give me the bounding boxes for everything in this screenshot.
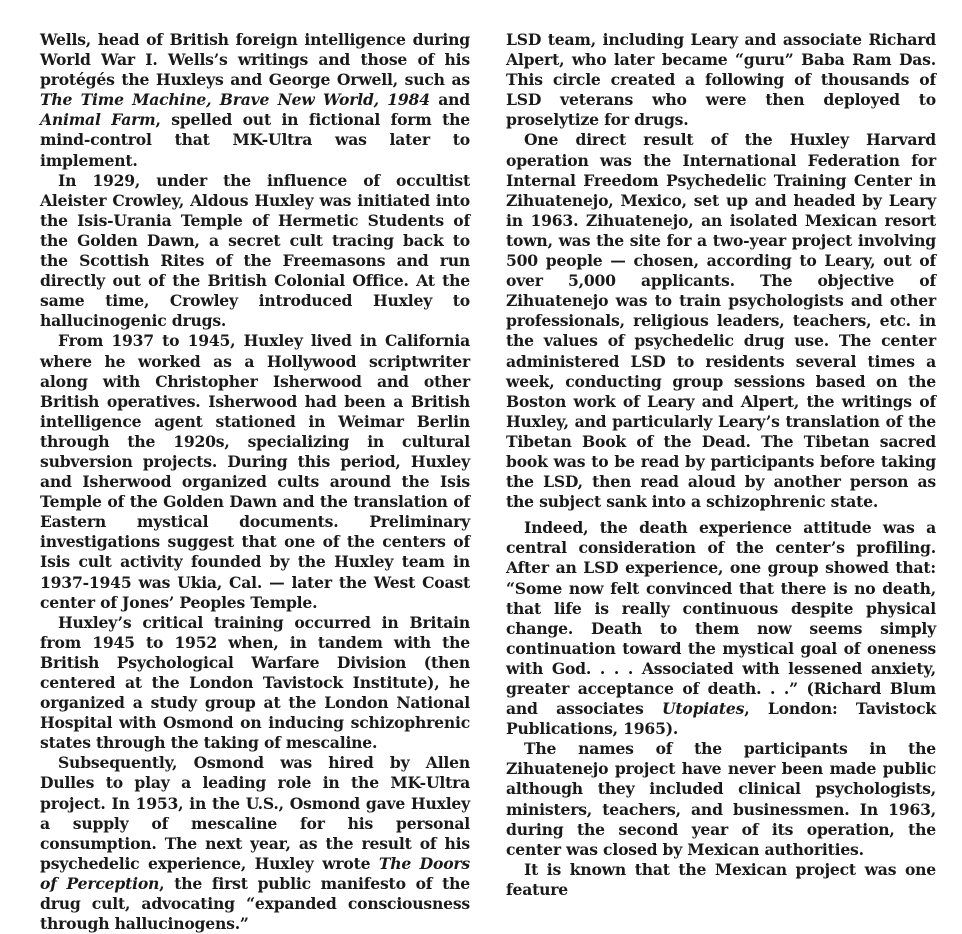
italic-title: The Doors of Perception xyxy=(40,853,470,893)
paragraph xyxy=(506,130,936,512)
italic-title: The Time Machine, Brave New World, 1984 xyxy=(40,90,430,110)
paragraph xyxy=(506,30,936,130)
paragraph xyxy=(40,171,470,332)
left-text-column xyxy=(40,30,470,934)
text-run: Subsequently, Osmond was hired by Allen Dulles to play a leading role in the MK-Ultra project. In 1953, in the U.S., Osmond gave Huxley a supply of mescaline for his personal consumption. The next year, as the result of his psychedelic experience, Huxley wrote xyxy=(40,753,470,873)
paragraph xyxy=(40,30,470,171)
paragraph xyxy=(40,753,470,934)
text-run: Huxley’s critical training occurred in Britain from 1945 to 1952 when, in tandem with the British Psychological Warfare Division (then centered at the London Tavistock Institute), he organized a study group at the London National Hospital with Osmond on inducing schizophrenic states through the taking of mescaline. xyxy=(40,612,470,753)
text-run: LSD team, including Leary and associate Richard Alpert, who later became “guru” Baba Ram Das. This circle created a following of thousands of LSD veterans who were then deployed to proselytize for drugs. xyxy=(506,30,936,130)
italic-title: Animal Farm xyxy=(40,110,156,130)
text-run: and xyxy=(429,90,470,110)
text-run: From 1937 to 1945, Huxley lived in California where he worked as a Hollywood scriptwriter along with Christopher Isherwood and other British operatives. Isherwood had been a British intelligence agent stationed in Weimar Berlin through the 1920s, specializing in cultural subversion projects. During this period, Huxley and Isherwood organized cults around the Isis Temple of the Golden Dawn and the translation of Eastern mystical documents. Preliminary investigations suggest that one of the centers of Isis cult activity founded by the Huxley team in 1937-1945 was Ukia, Cal. — later the West Coast center of Jones’ Peoples Temple. xyxy=(40,331,470,612)
text-run: , spelled out in fictional form the mind-control that MK-Ultra was later to implement. xyxy=(40,110,470,170)
text-run: Wells, head of British foreign intelligence during World War I. Wells’s writings and those of his protégés the Huxleys and George Orwell, such as xyxy=(40,30,470,90)
text-run: , the first public manifesto of the drug cult, advocating “expanded consciousness through hallucinogens.” xyxy=(40,873,470,934)
text-run: One direct result of the Huxley Harvard operation was the International Federation for Internal Freedom Psychedelic Training Center in Zihuatenejo, Mexico, set up and headed by Leary in 1963. Zihuatenejo, an isolated Mexican resort town, was the site for a two-year project involving 500 people — chosen, according to Leary, out of over 5,000 applicants. The objective of Zihuatenejo was to train psychologists and other professionals, religious leaders, teachers, etc. in the values of psychedelic drug use. The center administered LSD to residents several times a week, conducting group sessions based on the Boston work of Leary and Alpert, the writings of Huxley, and particularly Leary’s translation of the Tibetan Book of the Dead. The Tibetan sacred book was to be read by participants before taking the LSD, then read aloud by another person as the subject sank into a schizophrenic state. xyxy=(506,130,936,512)
paragraph xyxy=(506,860,936,900)
paragraph xyxy=(40,613,470,754)
paragraph xyxy=(40,331,470,612)
text-run: It is known that the Mexican project was one feature xyxy=(506,859,936,899)
text-run: , London: Tavistock Publications, 1965). xyxy=(506,699,936,739)
italic-title: Utopiates xyxy=(661,699,745,719)
paragraph xyxy=(506,518,936,739)
text-run: In 1929, under the influence of occultist Aleister Crowley, Aldous Huxley was initiated into the Isis-Urania Temple of Hermetic Students of the Golden Dawn, a secret cult tracing back to the Scottish Rites of the Freemasons and run directly out of the British Colonial Office. At the same time, Crowley introduced Huxley to hallucinogenic drugs. xyxy=(40,170,470,331)
right-text-column xyxy=(506,30,936,900)
text-run: The names of the participants in the Zihuatenejo project have never been made public although they included clinical psychologists, ministers, teachers, and businessmen. In 1963, during the second year of its operation, the center was closed by Mexican authorities. xyxy=(506,739,936,859)
text-run: Indeed, the death experience attitude was a central consideration of the center’s profiling. After an LSD experience, one group showed that: “Some now felt convinced that there is no death, that life is really continuous despite physical change. Death to them now seems simply continuation toward the mystical goal of oneness with God. . . . Associated with lessened anxiety, greater acceptance of death. . .” (Richard Blum and associates xyxy=(506,518,936,719)
paragraph xyxy=(506,739,936,860)
